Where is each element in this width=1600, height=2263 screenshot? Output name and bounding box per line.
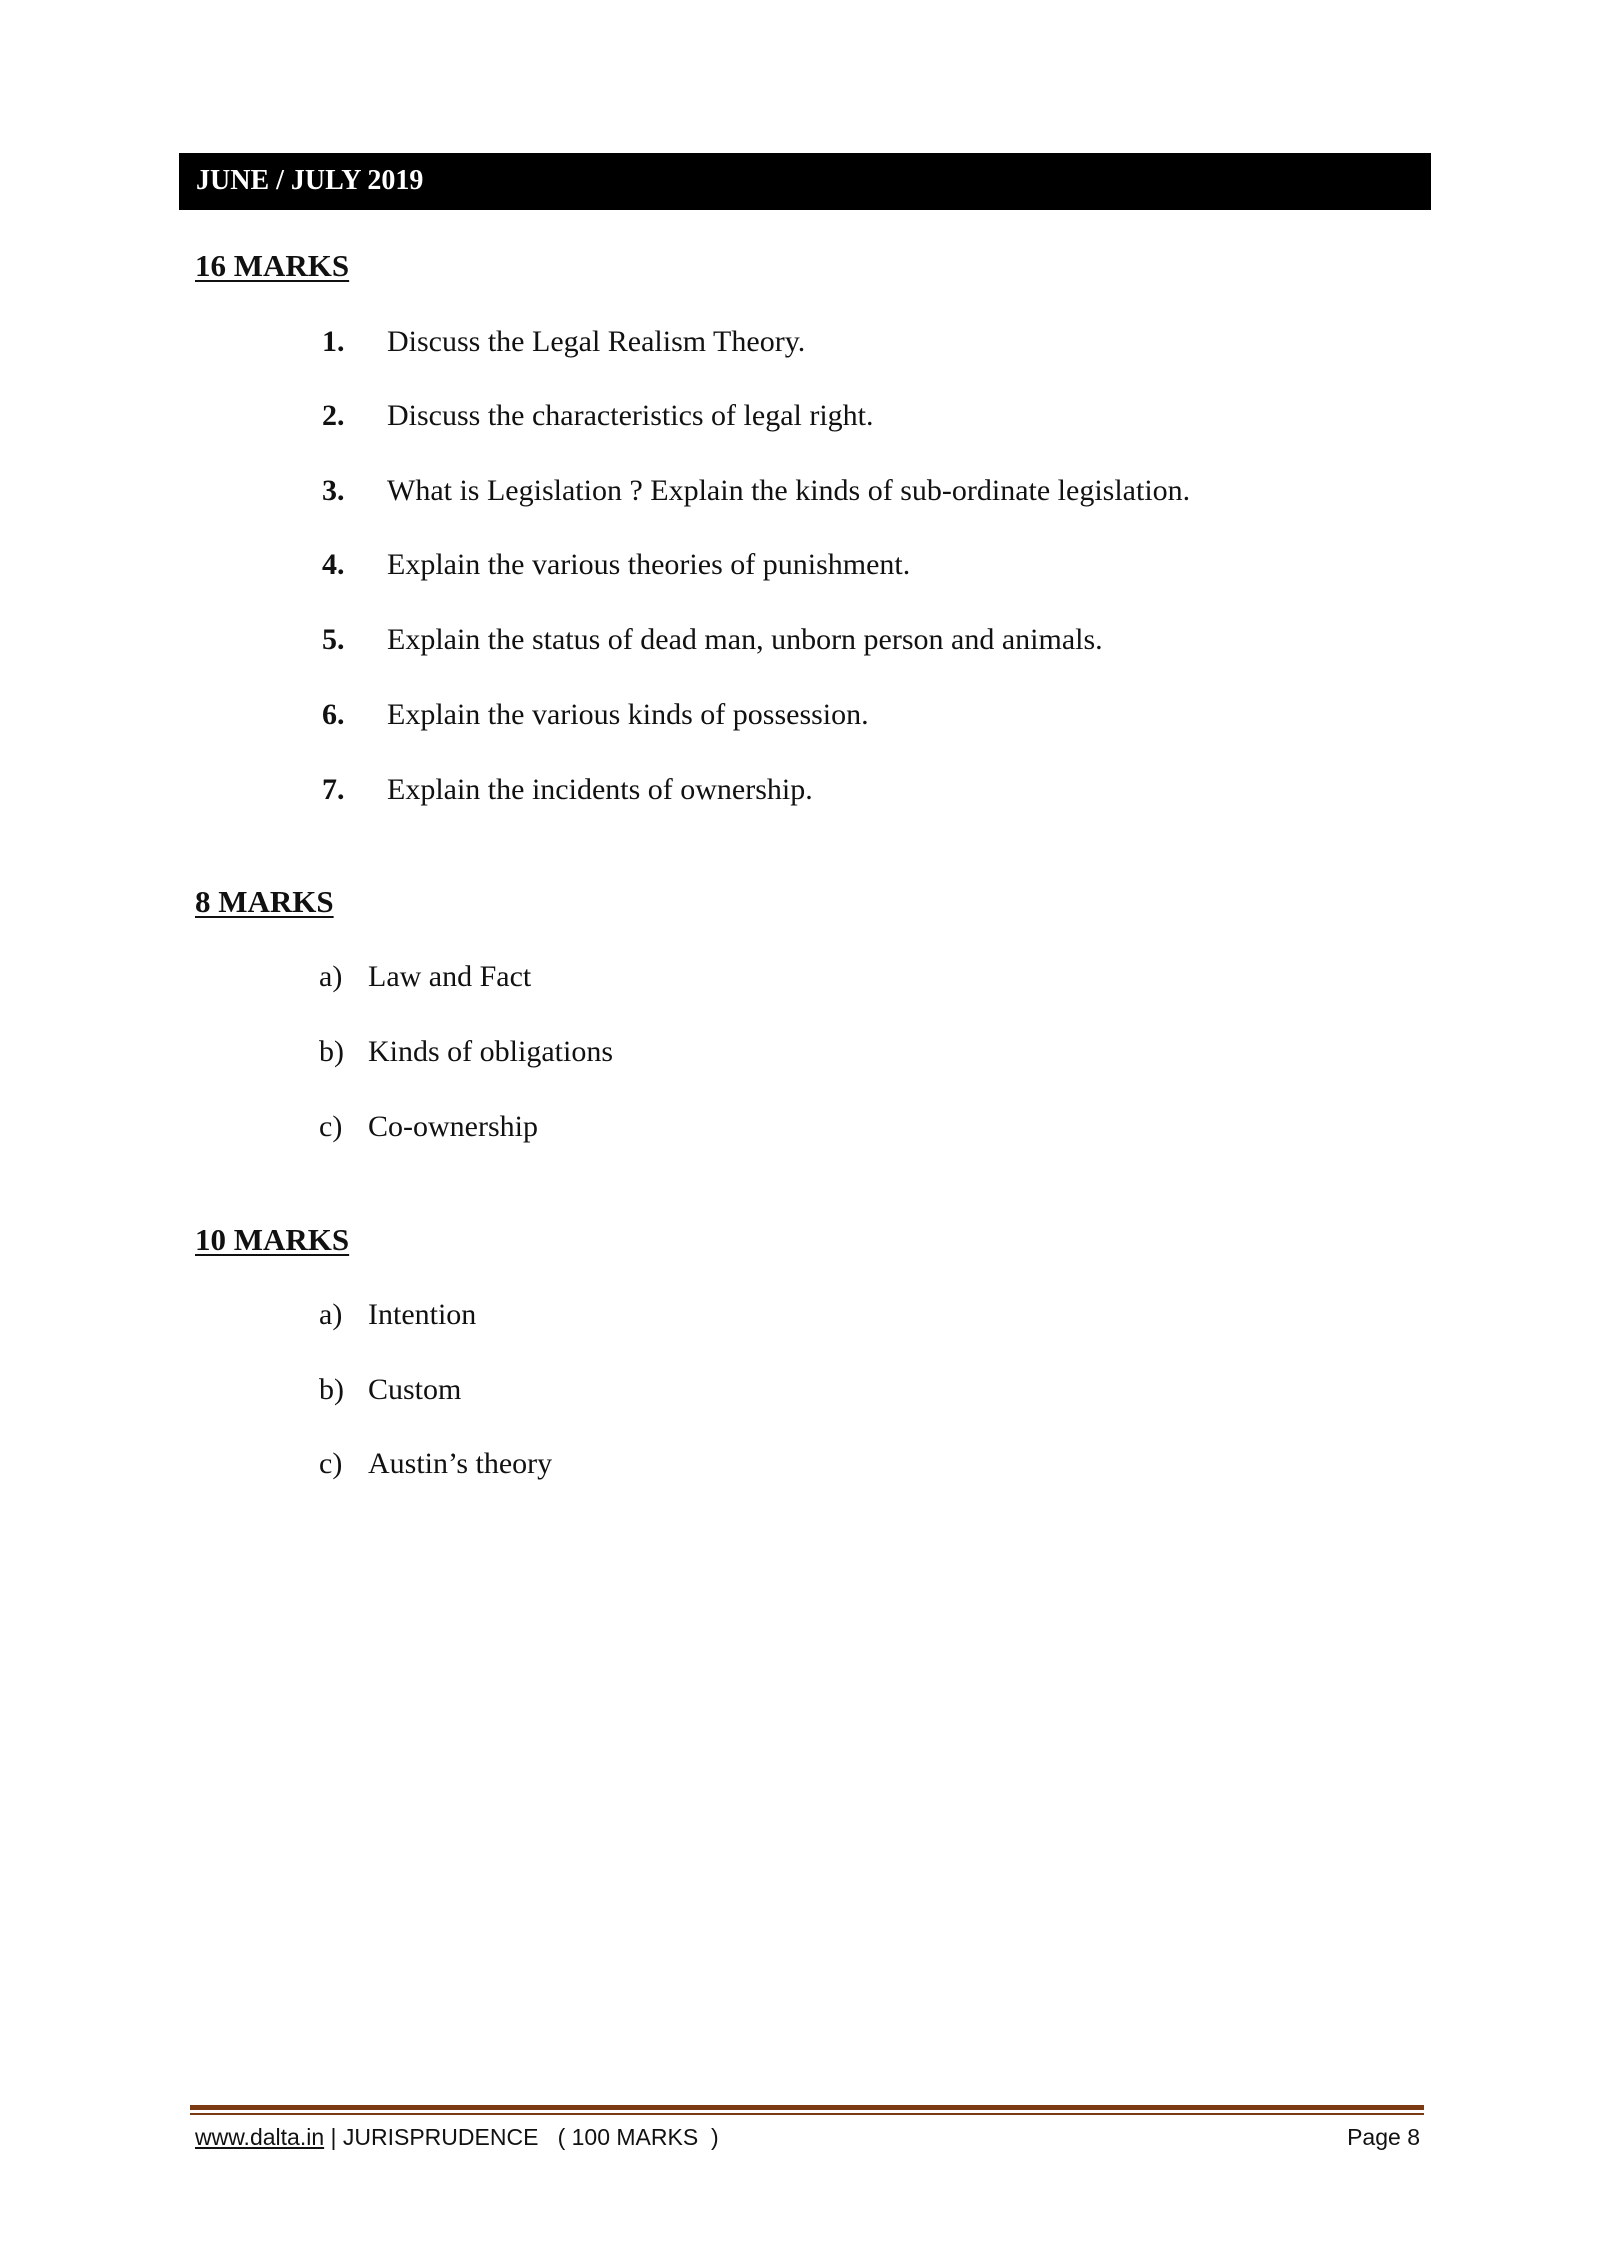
question-text: Discuss the characteristics of legal right.: [387, 399, 874, 432]
footer-left: [195, 2122, 719, 2152]
topic-text: Intention: [368, 1298, 477, 1331]
list-item: [322, 471, 1190, 511]
item-number: 6.: [322, 698, 345, 731]
list-item: [322, 545, 910, 585]
question-text: Discuss the Legal Realism Theory.: [387, 325, 806, 358]
section-heading-16-marks: 16 MARKS: [195, 248, 350, 283]
list-item: [322, 396, 874, 436]
topic-text: Kinds of obligations: [368, 1035, 613, 1068]
item-letter: b): [319, 1373, 344, 1406]
item-letter: c): [319, 1110, 343, 1143]
list-item: [319, 1107, 538, 1147]
topic-text: Co-ownership: [368, 1110, 538, 1143]
topic-text: Law and Fact: [368, 960, 532, 993]
item-number: 5.: [322, 623, 345, 656]
section-heading-8-marks: 8 MARKS: [195, 884, 334, 919]
question-text: Explain the various theories of punishment.: [387, 548, 911, 581]
item-letter: a): [319, 960, 343, 993]
question-text: Explain the status of dead man, unborn person and animals.: [387, 623, 1103, 656]
item-letter: b): [319, 1035, 344, 1068]
list-item: [322, 770, 813, 810]
list-item: [319, 957, 531, 997]
question-text: Explain the various kinds of possession.: [387, 698, 869, 731]
item-number: 7.: [322, 773, 345, 806]
list-item: [322, 695, 869, 735]
item-letter: c): [319, 1447, 343, 1480]
footer-separator: |: [324, 2124, 343, 2150]
item-letter: a): [319, 1298, 343, 1331]
footer-divider-thin: [190, 2113, 1424, 2115]
list-item: [319, 1032, 613, 1072]
list-item: [322, 322, 805, 362]
list-item: [319, 1444, 552, 1484]
session-header-bar: [179, 153, 1431, 210]
question-text: Explain the incidents of ownership.: [387, 773, 813, 806]
list-item: [319, 1295, 476, 1335]
topic-text: Custom: [368, 1373, 462, 1406]
website-link[interactable]: www.dalta.in: [195, 2124, 325, 2150]
footer-subject: JURISPRUDENCE ( 100 MARKS ): [342, 2124, 719, 2150]
item-number: 1.: [322, 325, 345, 358]
item-number: 4.: [322, 548, 345, 581]
question-text: What is Legislation ? Explain the kinds of sub-ordinate legislation.: [387, 474, 1191, 507]
item-number: 2.: [322, 399, 345, 432]
session-title: JUNE / JULY 2019: [196, 165, 424, 196]
page-number: Page 8: [1347, 2124, 1420, 2150]
footer-divider: [190, 2105, 1424, 2110]
list-item: [319, 1370, 461, 1410]
topic-text: Austin’s theory: [368, 1447, 553, 1480]
section-heading-10-marks: 10 MARKS: [195, 1222, 350, 1257]
item-number: 3.: [322, 474, 345, 507]
list-item: [322, 620, 1103, 660]
